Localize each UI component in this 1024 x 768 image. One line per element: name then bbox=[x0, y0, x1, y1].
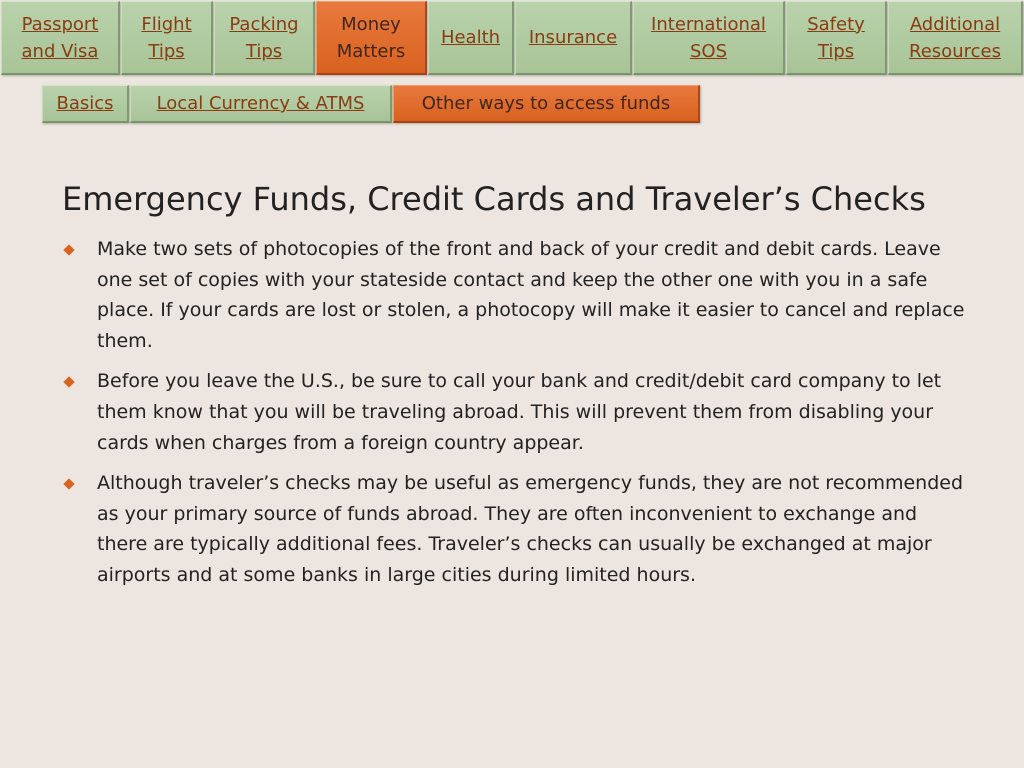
sub-tab-local-currency-atms[interactable] bbox=[130, 85, 392, 123]
bullet-text: Make two sets of photocopies of the front and back of your credit and debit cards. Leave one set of copies with your stateside contact and keep the other one with you in a safe place. If your cards are lost or stolen, a photocopy will make it easier to cancel and replace them. bbox=[97, 238, 965, 352]
list-item bbox=[62, 468, 972, 590]
nav-tab-label: Money Matters bbox=[336, 13, 406, 62]
nav-tab-label: Packing Tips bbox=[229, 13, 299, 62]
nav-tab-label: Flight Tips bbox=[141, 13, 192, 62]
nav-tab-packing-tips[interactable] bbox=[214, 1, 315, 75]
nav-tab-label: Health bbox=[440, 27, 501, 48]
nav-tab-additional-resources[interactable] bbox=[888, 1, 1023, 75]
nav-tab-safety-tips[interactable] bbox=[786, 1, 887, 75]
bullet-text: Although traveler’s checks may be useful as emergency funds, they are not recommended as your primary source of funds abroad. They are often inconvenient to exchange and there are typically additional fees. Traveler’s checks can usually be exchanged at major airports and at some banks in large cities during limited hours. bbox=[97, 472, 964, 586]
nav-tab-label: Passport and Visa bbox=[21, 13, 99, 62]
nav-tab-label: International SOS bbox=[651, 13, 766, 62]
nav-tab-health[interactable] bbox=[428, 1, 514, 75]
nav-tab-money-matters[interactable] bbox=[316, 1, 427, 75]
nav-tab-label: Additional Resources bbox=[909, 13, 1001, 62]
nav-tab-international-sos[interactable] bbox=[633, 1, 785, 75]
nav-tab-label: Insurance bbox=[528, 27, 618, 48]
nav-tab-insurance[interactable] bbox=[515, 1, 632, 75]
sub-tab-label: Local Currency & ATMS bbox=[156, 93, 365, 114]
bullet-list bbox=[62, 234, 972, 601]
list-item bbox=[62, 366, 972, 458]
sub-tab-label: Basics bbox=[56, 93, 114, 114]
diamond-bullet-icon bbox=[63, 377, 74, 388]
main-nav bbox=[0, 0, 1024, 80]
nav-tab-flight-tips[interactable] bbox=[121, 1, 213, 75]
diamond-bullet-icon bbox=[63, 244, 74, 255]
sub-tab-label: Other ways to access funds bbox=[421, 93, 671, 114]
page-title: Emergency Funds, Credit Cards and Traveler’s Checks bbox=[62, 180, 926, 218]
nav-tab-label: Safety Tips bbox=[807, 13, 865, 62]
diamond-bullet-icon bbox=[63, 478, 74, 489]
sub-tab-other-ways-to-access-funds[interactable] bbox=[393, 85, 700, 123]
list-item bbox=[62, 234, 972, 356]
sub-tab-basics[interactable] bbox=[42, 85, 129, 123]
nav-tab-passport-and-visa[interactable] bbox=[1, 1, 120, 75]
bullet-text: Before you leave the U.S., be sure to call your bank and credit/debit card company to let them know that you will be traveling abroad. This will prevent them from disabling your cards when charges from a foreign country appear. bbox=[97, 370, 942, 454]
